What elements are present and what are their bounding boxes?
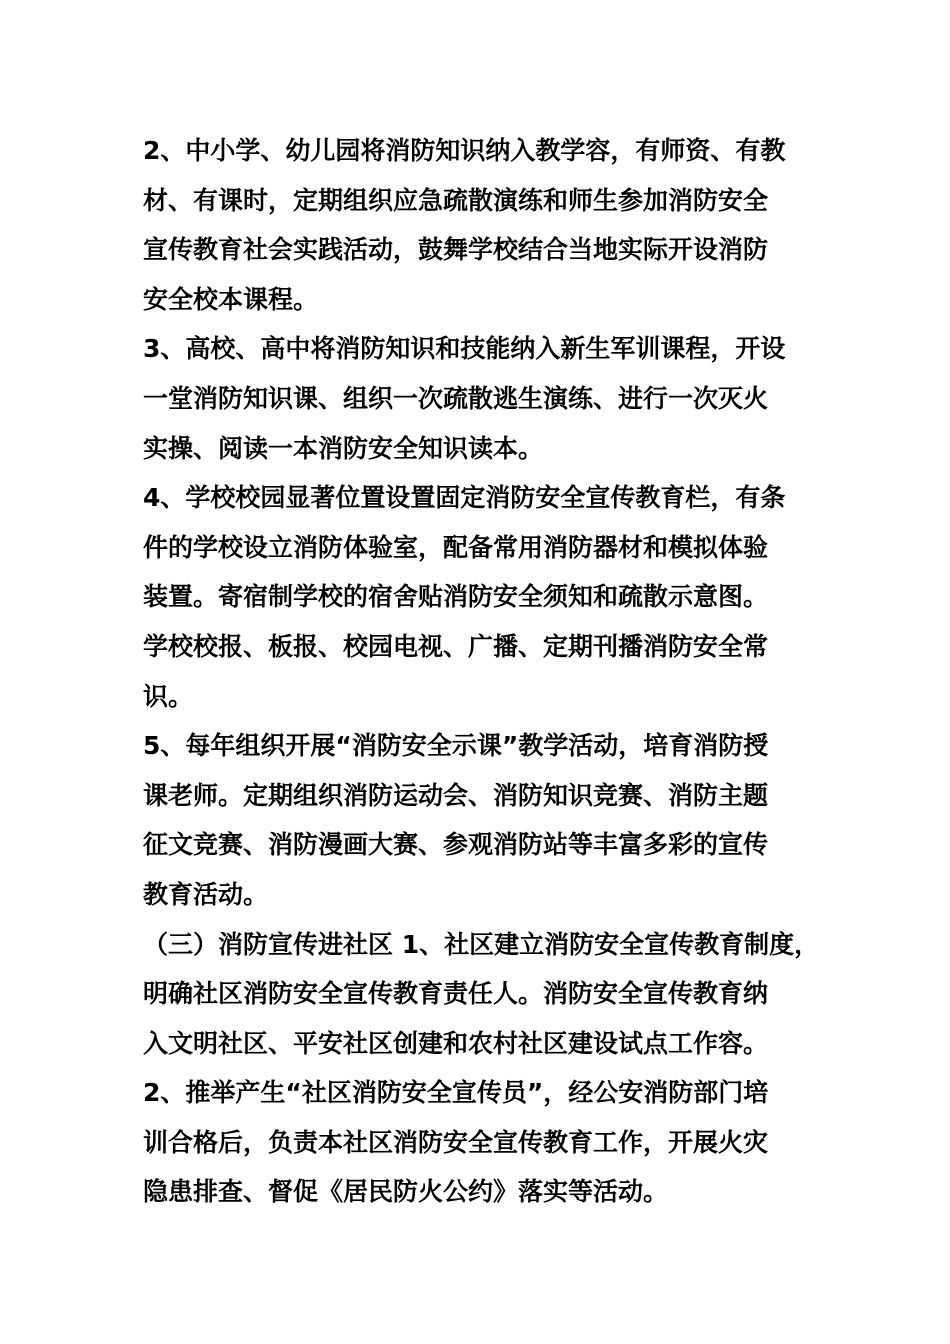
text-line: 教育活动。: [143, 879, 269, 909]
text-line: 征文竞赛、消防漫画大赛、参观消防站等丰富多彩的宣传: [143, 830, 769, 860]
text-line: 2、中小学、幼儿园将消防知识纳入教学容，有师资、有教: [143, 136, 786, 165]
document-body: [143, 126, 823, 1217]
text-line: 5、每年组织开展“消防安全示课”教学活动，培育消防授: [143, 731, 769, 761]
text-line: 件的学校设立消防体验室，配备常用消防器材和模拟体验: [143, 532, 769, 562]
section-heading-line: （三）消防宣传进社区 1、社区建立消防安全宣传教育制度，: [143, 929, 820, 959]
text-line: 装置。寄宿制学校的宿舍贴消防安全须知和疏散示意图。: [143, 582, 769, 612]
text-line: 学校校报、板报、校园电视、广播、定期刊播消防安全常: [143, 631, 769, 661]
text-line: 课老师。定期组织消防运动会、消防知识竞赛、消防主题: [143, 780, 769, 810]
text-line: 4、学校校园显著位置设置固定消防安全宣传教育栏，有条: [143, 483, 786, 513]
text-line: 2、推举产生“社区消防安全宣传员”，经公安消防部门培: [143, 1078, 769, 1108]
text-line: 识。: [143, 681, 194, 711]
text-line: 训合格后，负责本社区消防安全宣传教育工作，开展火灾: [143, 1127, 769, 1157]
text-line: 明确社区消防安全宣传教育责任人。消防安全宣传教育纳: [143, 979, 769, 1009]
text-line: 实操、阅读一本消防安全知识读本。: [143, 433, 544, 463]
text-line: 入文明社区、平安社区创建和农村社区建设试点工作容。: [143, 1028, 769, 1058]
text-line: 安全校本课程。: [143, 284, 319, 314]
text-line: 宣传教育社会实践活动，鼓舞学校结合当地实际开设消防: [143, 235, 769, 265]
text-line: 一堂消防知识课、组织一次疏散逃生演练、进行一次灭火: [143, 383, 769, 413]
text-line: 3、高校、高中将消防知识和技能纳入新生军训课程，开设: [143, 334, 786, 364]
text-line: 隐患排查、督促《居民防火公约》落实等活动。: [143, 1177, 669, 1207]
text-line: 材、有课时，定期组织应急疏散演练和师生参加消防安全: [143, 185, 769, 215]
